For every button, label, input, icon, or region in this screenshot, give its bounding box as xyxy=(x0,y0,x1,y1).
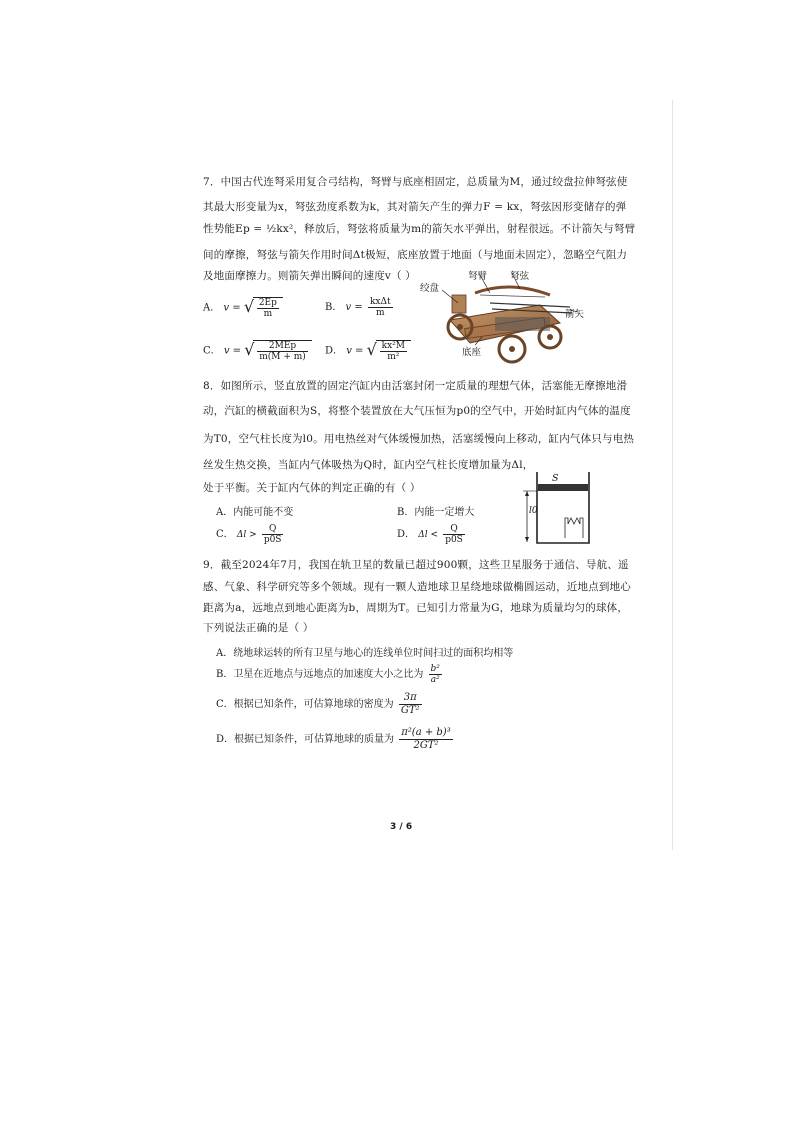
option-text: D．根据已知条件，可估算地球的质量为 xyxy=(216,734,395,745)
frac-num: Q xyxy=(443,524,465,535)
q7-option-b[interactable] xyxy=(325,297,395,318)
q8-line-4: 丝发生热交换，当缸内气体吸热为Q时，缸内空气柱长度增加量为Δl， xyxy=(203,459,534,471)
option-label: C． xyxy=(216,529,234,540)
label-area: S xyxy=(552,473,559,484)
option-text: C．根据已知条件，可估算地球的密度为 xyxy=(216,699,394,710)
q8-option-c[interactable] xyxy=(216,524,285,545)
q9-line-4: 下列说法正确的是（ ） xyxy=(203,622,314,634)
sqrt-symbol: √ $\frac{\text{kx²M}}{\text{m²}}$ xyxy=(367,340,411,362)
sqrt-symbol: √ $\frac{2Ep}{m}$ xyxy=(244,297,283,319)
frac-den: GT² xyxy=(400,705,420,716)
page-number: 3 / 6 xyxy=(390,822,413,832)
frac-den: 2GT² xyxy=(413,740,439,751)
option-label: C． xyxy=(203,345,221,357)
q7-option-a[interactable] xyxy=(203,297,283,319)
q8-line-5: 处于平衡。关于缸内气体的判定正确的有（ ） xyxy=(203,482,421,494)
q9-option-d[interactable] xyxy=(216,727,455,752)
option-lhs: Δl < xyxy=(418,530,438,540)
q7-line-5: 及地面摩擦力。则箭矢弹出瞬间的速度v（ ） xyxy=(203,270,416,282)
page-edge-line xyxy=(672,100,673,850)
option-lhs: v = xyxy=(223,345,242,357)
q7-line-4: 间的摩擦，弩弦与箭矢作用时间Δt极短，底座放置于地面（与地面未固定），忽略空气阻力 xyxy=(203,249,628,261)
label-length: l0 xyxy=(529,506,538,516)
q8-option-b[interactable]: B．内能一定增大 xyxy=(397,507,475,518)
frac-num: b² xyxy=(430,664,440,674)
option-lhs: v = xyxy=(345,302,363,313)
q9-option-b[interactable] xyxy=(216,664,444,685)
label-winch: 绞盘 xyxy=(420,283,440,294)
frac-num: 3π xyxy=(399,692,422,705)
q9-option-c[interactable] xyxy=(216,692,424,717)
option-label: D． xyxy=(325,345,344,357)
q9-line-3: 距离为a，远地点到地心距离为b，周期为T。已知引力常量为G，地球为质量均匀的球体， xyxy=(203,602,629,614)
frac-num: 2MEp xyxy=(257,341,308,352)
option-label: B． xyxy=(325,302,343,313)
q7-line-2: 其最大形变量为x，弩弦劲度系数为k，其对箭矢产生的弹力F = kx，弩弦因形变储存的弹 xyxy=(203,201,627,213)
frac-num: kx²M xyxy=(381,341,405,351)
q8-option-a[interactable]: A．内能可能不变 xyxy=(216,507,294,518)
frac-num: Q xyxy=(262,524,284,535)
frac-den: m xyxy=(376,308,385,318)
label-arm: 弩臂 xyxy=(468,271,488,282)
frac-den: p0S xyxy=(445,535,463,545)
label-arrow: 箭矢 xyxy=(565,309,585,320)
q7-line-1: 7．中国古代连弩采用复合弓结构，弩臂与底座相固定，总质量为M，通过绞盘拉伸弩弦使 xyxy=(203,176,628,188)
frac-den: m xyxy=(263,309,273,319)
q7-option-c[interactable] xyxy=(203,340,312,362)
frac-num: π²(a + b)³ xyxy=(401,727,451,738)
label-base: 底座 xyxy=(462,347,482,358)
option-lhs: Δl > xyxy=(236,530,257,540)
q8-option-d[interactable] xyxy=(397,524,467,545)
q7-line-3: 性势能Ep = ½kx²，释放后，弩弦将质量为m的箭矢水平弹出，射程很远。不计箭矢与弩臂 xyxy=(203,223,636,235)
frac-den: a² xyxy=(430,675,440,685)
sqrt-symbol: √ $\frac{\text{2MEp}}{m(M + m)}$ xyxy=(244,340,312,362)
frac-den: p0S xyxy=(263,535,282,545)
q9-line-1: 9．截至2024年7月，我国在轨卫星的数量已超过900颗，这些卫星服务于通信、导航、遥 xyxy=(203,559,629,571)
frac-num: 2Ep xyxy=(258,298,277,308)
q9-option-a[interactable]: A．绕地球运转的所有卫星与地心的连线单位时间扫过的面积均相等 xyxy=(216,648,514,659)
frac-num: kxΔt xyxy=(369,297,391,307)
option-lhs: v = xyxy=(223,302,241,314)
label-string: 弩弦 xyxy=(510,271,530,282)
q7-option-d[interactable] xyxy=(325,340,411,362)
q8-line-2: 动，汽缸的横截面积为S，将整个装置放在大气压恒为p0的空气中，开始时缸内气体的温度 xyxy=(203,405,631,417)
frac-den: m(M + m) xyxy=(259,352,306,362)
option-lhs: v = xyxy=(346,345,364,357)
option-label: A． xyxy=(203,302,221,314)
option-label: D． xyxy=(397,529,416,540)
q9-line-2: 感、气象、科学研究等多个领域。现有一颗人造地球卫星绕地球做椭圆运动，近地点到地心 xyxy=(203,581,631,593)
q8-line-1: 8．如图所示，竖直放置的固定汽缸内由活塞封闭一定质量的理想气体，活塞能无摩擦地滑 xyxy=(203,380,628,392)
option-text: B．卫星在近地点与远地点的加速度大小之比为 xyxy=(216,669,424,680)
q8-line-3: 为T0，空气柱长度为l0。用电热丝对气体缓慢加热，活塞缓慢向上移动，缸内气体只与电热 xyxy=(203,433,635,445)
frac-den: m² xyxy=(387,352,400,362)
